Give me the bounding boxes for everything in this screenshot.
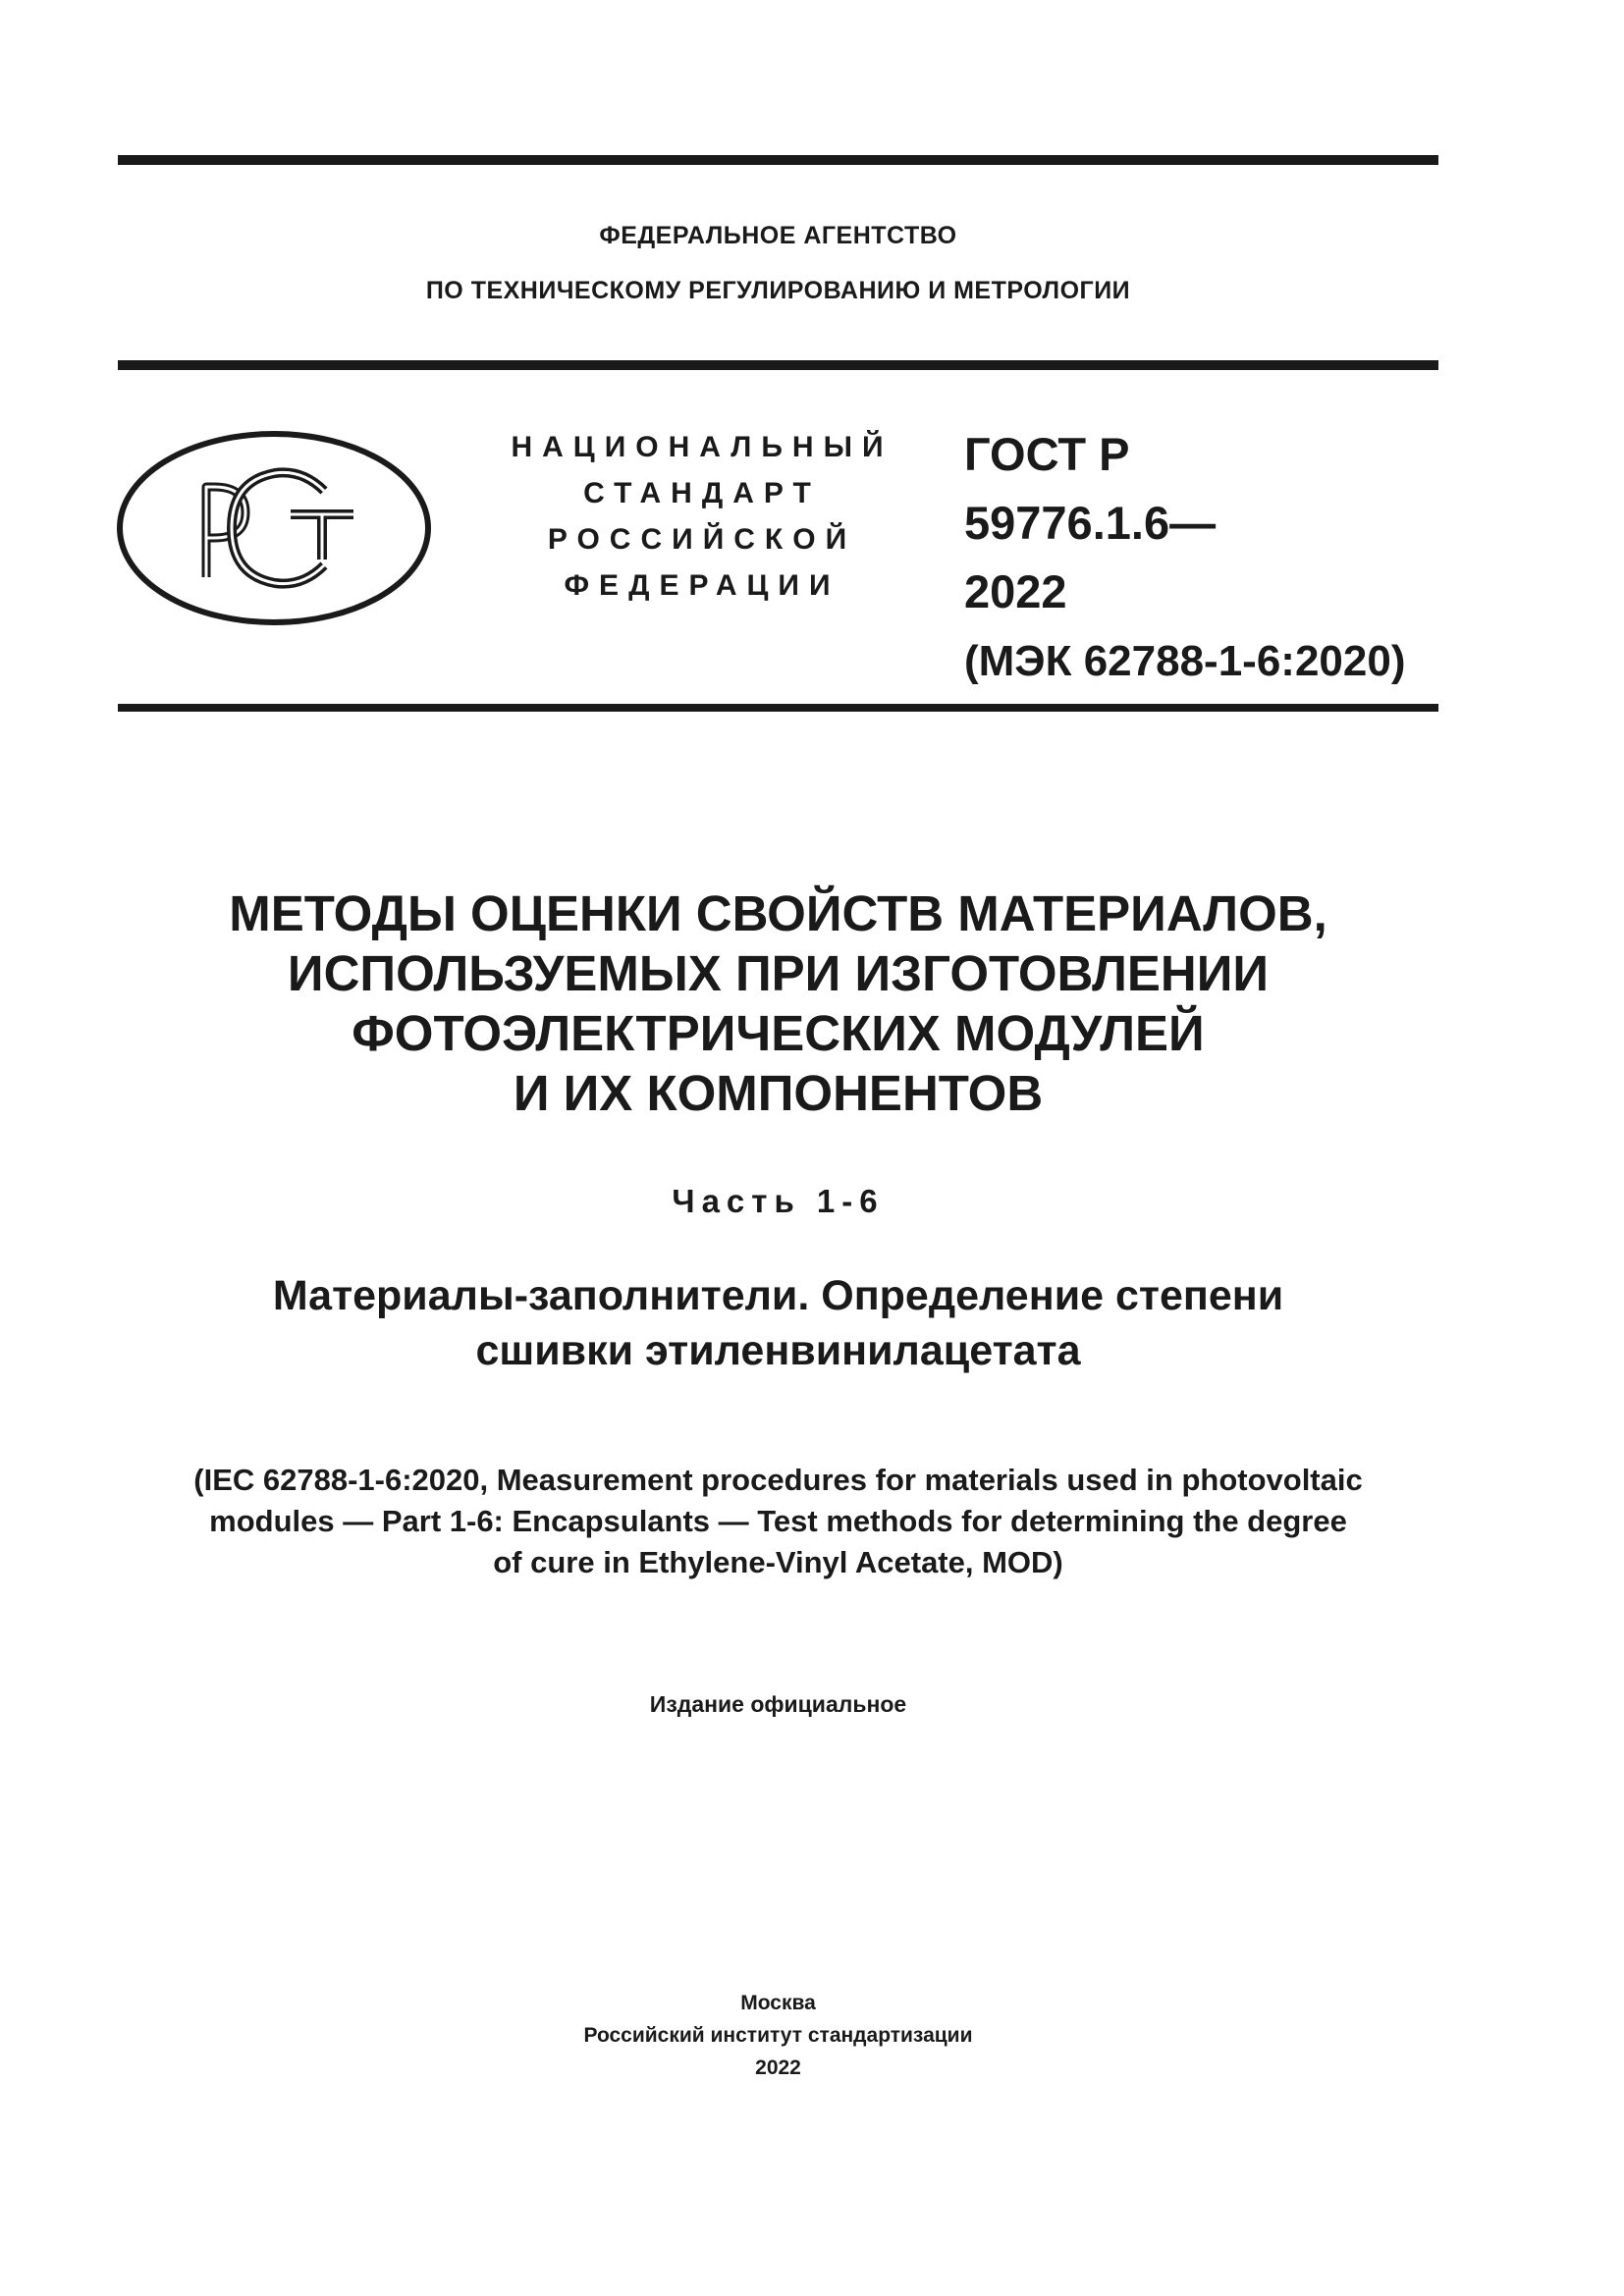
gost-year-line: 2022 — [964, 565, 1067, 617]
gost-line: ГОСТ Р — [964, 428, 1130, 480]
top-rule — [118, 155, 1438, 165]
title-line: И ИХ КОМПОНЕНТОВ — [513, 1065, 1044, 1121]
part-label: Часть 1-6 — [672, 1183, 885, 1219]
designation-rule — [118, 704, 1438, 712]
reference-line: modules — Part 1-6: Encapsulants — Test methods for determining the degree — [209, 1504, 1347, 1538]
title-line: ФОТОЭЛЕКТРИЧЕСКИХ МОДУЛЕЙ — [352, 1005, 1205, 1061]
edition-label: Издание официальное — [649, 1691, 907, 1717]
imprint-city: Москва — [740, 1992, 816, 2014]
imprint-publisher: Российский институт стандартизации — [583, 2024, 973, 2047]
title-line: ИСПОЛЬЗУЕМЫХ ПРИ ИЗГОТОВЛЕНИИ — [287, 945, 1270, 1001]
imprint-year: 2022 — [755, 2056, 801, 2079]
header-rule — [118, 360, 1438, 370]
gost-designation — [964, 420, 1405, 697]
rst-certification-logo-icon — [116, 430, 432, 626]
national-standard-line: НАЦИОНАЛЬНЫЙ — [511, 431, 893, 463]
document-subtitle — [118, 1268, 1438, 1378]
subtitle-line: сшивки этиленвинилацетата — [475, 1327, 1081, 1374]
subtitle-line: Материалы-заполнители. Определение степени — [272, 1272, 1284, 1319]
national-standard-line: ФЕДЕРАЦИИ — [564, 569, 840, 602]
imprint — [118, 1987, 1438, 2084]
reference-line: (IEC 62788-1-6:2020, Measurement procedures for materials used in photovoltaic — [193, 1463, 1363, 1497]
gost-number-line: 59776.1.6— — [964, 497, 1217, 549]
agency-line-2: ПО ТЕХНИЧЕСКОМУ РЕГУЛИРОВАНИЮ И МЕТРОЛОГИИ — [425, 277, 1131, 304]
national-standard-label — [471, 424, 933, 609]
title-line: МЕТОДЫ ОЦЕНКИ СВОЙСТВ МАТЕРИАЛОВ, — [229, 885, 1327, 941]
document-title — [118, 883, 1438, 1123]
national-standard-line: СТАНДАРТ — [583, 477, 821, 509]
agency-line-1: ФЕДЕРАЛЬНОЕ АГЕНТСТВО — [599, 222, 957, 249]
national-standard-line: РОССИЙСКОЙ — [547, 523, 857, 556]
original-standard-reference — [118, 1460, 1438, 1583]
reference-line: of cure in Ethylene-Vinyl Acetate, MOD) — [493, 1545, 1063, 1579]
iec-reference-line: (МЭК 62788-1-6:2020) — [964, 637, 1406, 685]
